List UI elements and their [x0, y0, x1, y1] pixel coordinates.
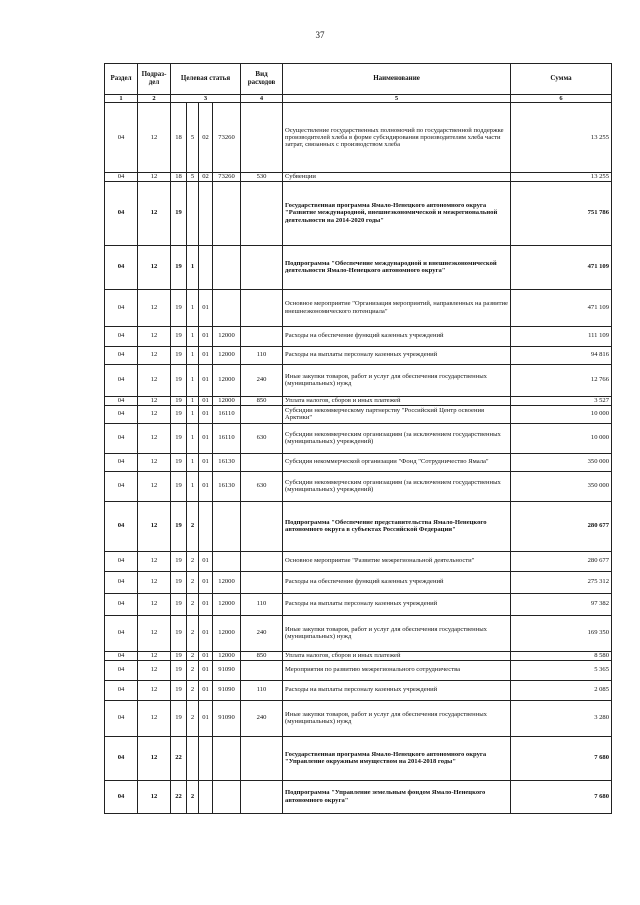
event-code-cell: 01: [199, 700, 213, 736]
direction-code-cell: 73260: [213, 173, 241, 181]
header-row: [105, 64, 612, 95]
name-cell: Иные закупки товаров, работ и услуг для обеспечения государственных (муниципальных) нужд: [283, 364, 511, 396]
event-code-cell: [199, 245, 213, 289]
subprogram-code-cell: 2: [187, 780, 199, 813]
direction-code-cell: 12000: [213, 364, 241, 396]
table-row: [105, 453, 612, 471]
program-code-cell: 19: [171, 453, 187, 471]
table-row: [105, 423, 612, 453]
table-row: [105, 471, 612, 501]
direction-code-cell: 12000: [213, 651, 241, 660]
program-code-cell: 19: [171, 700, 187, 736]
program-code-cell: 19: [171, 501, 187, 551]
name-cell: Подпрограмма "Управление земельным фондом Ямало-Ненецкого автономного округа": [283, 780, 511, 813]
table-row: [105, 346, 612, 364]
program-code-cell: 19: [171, 551, 187, 571]
name-cell: Государственная программа Ямало-Ненецкого автономного округа "Управление окружным имуществом на 2014-2018 годы": [283, 736, 511, 780]
event-code-cell: [199, 736, 213, 780]
razdel-cell: 04: [105, 396, 138, 405]
event-code-cell: 01: [199, 551, 213, 571]
table-row: [105, 181, 612, 245]
table-row: [105, 700, 612, 736]
direction-code-cell: 16110: [213, 423, 241, 453]
razdel-cell: 04: [105, 346, 138, 364]
direction-code-cell: [213, 736, 241, 780]
podrazdel-cell: 12: [138, 651, 171, 660]
razdel-cell: 04: [105, 326, 138, 346]
table-row: [105, 245, 612, 289]
sum-cell: 7 680: [511, 736, 612, 780]
name-cell: Иные закупки товаров, работ и услуг для обеспечения государственных (муниципальных) нужд: [283, 700, 511, 736]
program-code-cell: 19: [171, 245, 187, 289]
column-number: 4: [241, 95, 283, 103]
header-target-article: Целевая статья: [171, 64, 241, 95]
podrazdel-cell: 12: [138, 615, 171, 651]
subprogram-code-cell: 2: [187, 700, 199, 736]
sum-cell: 280 677: [511, 551, 612, 571]
sum-cell: 751 786: [511, 181, 612, 245]
direction-code-cell: 12000: [213, 571, 241, 593]
event-code-cell: 01: [199, 680, 213, 700]
sum-cell: 3 527: [511, 396, 612, 405]
event-code-cell: [199, 780, 213, 813]
name-cell: Подпрограмма "Обеспечение международной и внешнеэкономической деятельности Ямало-Ненецкого автономного округа": [283, 245, 511, 289]
name-cell: Расходы на обеспечение функций казенных учреждений: [283, 571, 511, 593]
subprogram-code-cell: 2: [187, 551, 199, 571]
name-cell: Основное мероприятие "Развитие межрегиональной деятельности": [283, 551, 511, 571]
expense-type-cell: [241, 736, 283, 780]
podrazdel-cell: 12: [138, 245, 171, 289]
podrazdel-cell: 12: [138, 680, 171, 700]
event-code-cell: 02: [199, 173, 213, 181]
direction-code-cell: 73260: [213, 103, 241, 173]
sum-cell: 350 000: [511, 471, 612, 501]
podrazdel-cell: 12: [138, 173, 171, 181]
podrazdel-cell: 12: [138, 501, 171, 551]
expense-type-cell: 630: [241, 423, 283, 453]
table-row: [105, 364, 612, 396]
table-row: [105, 780, 612, 813]
subprogram-code-cell: 5: [187, 103, 199, 173]
expense-type-cell: 110: [241, 593, 283, 615]
podrazdel-cell: 12: [138, 736, 171, 780]
podrazdel-cell: 12: [138, 103, 171, 173]
expense-type-cell: 240: [241, 700, 283, 736]
razdel-cell: 04: [105, 181, 138, 245]
program-code-cell: 19: [171, 615, 187, 651]
expense-type-cell: [241, 660, 283, 680]
event-code-cell: [199, 181, 213, 245]
event-code-cell: 01: [199, 571, 213, 593]
table-row: [105, 680, 612, 700]
sum-cell: 12 766: [511, 364, 612, 396]
event-code-cell: 01: [199, 326, 213, 346]
direction-code-cell: [213, 245, 241, 289]
program-code-cell: 19: [171, 346, 187, 364]
program-code-cell: 19: [171, 423, 187, 453]
razdel-cell: 04: [105, 593, 138, 615]
program-code-cell: 19: [171, 651, 187, 660]
program-code-cell: 19: [171, 364, 187, 396]
subprogram-code-cell: 2: [187, 680, 199, 700]
expense-type-cell: [241, 501, 283, 551]
column-number: 6: [511, 95, 612, 103]
table-row: [105, 571, 612, 593]
podrazdel-cell: 12: [138, 346, 171, 364]
podrazdel-cell: 12: [138, 423, 171, 453]
podrazdel-cell: 12: [138, 364, 171, 396]
expense-type-cell: [241, 103, 283, 173]
name-cell: Субсидии некоммерческому партнерству "Российский Центр освоения Арктики": [283, 405, 511, 423]
program-code-cell: 22: [171, 780, 187, 813]
table-row: [105, 660, 612, 680]
column-number: 5: [283, 95, 511, 103]
column-number-row: [105, 95, 612, 103]
table-row: [105, 593, 612, 615]
direction-code-cell: [213, 289, 241, 326]
subprogram-code-cell: [187, 736, 199, 780]
razdel-cell: 04: [105, 289, 138, 326]
page-number: 37: [315, 30, 325, 40]
subprogram-code-cell: 2: [187, 571, 199, 593]
razdel-cell: 04: [105, 173, 138, 181]
name-cell: Расходы на выплаты персоналу казенных учреждений: [283, 680, 511, 700]
sum-cell: 275 312: [511, 571, 612, 593]
direction-code-cell: 91090: [213, 680, 241, 700]
razdel-cell: 04: [105, 103, 138, 173]
sum-cell: 471 109: [511, 289, 612, 326]
expense-type-cell: [241, 405, 283, 423]
table-row: [105, 405, 612, 423]
direction-code-cell: [213, 780, 241, 813]
subprogram-code-cell: 1: [187, 364, 199, 396]
razdel-cell: 04: [105, 364, 138, 396]
table-row: [105, 326, 612, 346]
header-razdel: Раздел: [105, 64, 138, 95]
event-code-cell: 01: [199, 471, 213, 501]
expense-type-cell: 850: [241, 396, 283, 405]
program-code-cell: 19: [171, 405, 187, 423]
name-cell: Субсидии некоммерческим организациям (за исключением государственных (муниципальных) учреждений): [283, 471, 511, 501]
expense-type-cell: 850: [241, 651, 283, 660]
sum-cell: 169 350: [511, 615, 612, 651]
podrazdel-cell: 12: [138, 593, 171, 615]
sum-cell: 280 677: [511, 501, 612, 551]
razdel-cell: 04: [105, 660, 138, 680]
razdel-cell: 04: [105, 571, 138, 593]
expense-type-cell: [241, 289, 283, 326]
program-code-cell: 19: [171, 471, 187, 501]
podrazdel-cell: 12: [138, 289, 171, 326]
razdel-cell: 04: [105, 651, 138, 660]
subprogram-code-cell: 1: [187, 405, 199, 423]
sum-cell: 8 580: [511, 651, 612, 660]
event-code-cell: 02: [199, 103, 213, 173]
podrazdel-cell: 12: [138, 453, 171, 471]
program-code-cell: 19: [171, 181, 187, 245]
expense-type-cell: 240: [241, 364, 283, 396]
sum-cell: 97 382: [511, 593, 612, 615]
column-number: 2: [138, 95, 171, 103]
direction-code-cell: 91090: [213, 700, 241, 736]
program-code-cell: 19: [171, 680, 187, 700]
sum-cell: 13 255: [511, 103, 612, 173]
razdel-cell: 04: [105, 453, 138, 471]
sum-cell: 10 000: [511, 423, 612, 453]
name-cell: Субсидии некоммерческим организациям (за исключением государственных (муниципальных) учреждений): [283, 423, 511, 453]
sum-cell: 3 280: [511, 700, 612, 736]
header-name: Наименование: [283, 64, 511, 95]
subprogram-code-cell: 1: [187, 453, 199, 471]
name-cell: Уплата налогов, сборов и иных платежей: [283, 396, 511, 405]
direction-code-cell: 16130: [213, 453, 241, 471]
name-cell: Основное мероприятие "Организация мероприятий, направленных на развитие внешнеэкономического потенциала": [283, 289, 511, 326]
table-row: [105, 551, 612, 571]
program-code-cell: 19: [171, 326, 187, 346]
subprogram-code-cell: 2: [187, 593, 199, 615]
program-code-cell: 18: [171, 103, 187, 173]
podrazdel-cell: 12: [138, 571, 171, 593]
subprogram-code-cell: [187, 181, 199, 245]
podrazdel-cell: 12: [138, 471, 171, 501]
program-code-cell: 18: [171, 173, 187, 181]
subprogram-code-cell: 1: [187, 346, 199, 364]
expense-type-cell: 630: [241, 471, 283, 501]
event-code-cell: 01: [199, 423, 213, 453]
subprogram-code-cell: 2: [187, 615, 199, 651]
program-code-cell: 19: [171, 571, 187, 593]
event-code-cell: 01: [199, 364, 213, 396]
event-code-cell: 01: [199, 405, 213, 423]
event-code-cell: 01: [199, 289, 213, 326]
table-row: [105, 651, 612, 660]
expense-type-cell: [241, 245, 283, 289]
event-code-cell: 01: [199, 593, 213, 615]
column-number: 3: [171, 95, 241, 103]
direction-code-cell: [213, 501, 241, 551]
program-code-cell: 19: [171, 593, 187, 615]
table-row: [105, 615, 612, 651]
razdel-cell: 04: [105, 551, 138, 571]
sum-cell: 13 255: [511, 173, 612, 181]
event-code-cell: 01: [199, 615, 213, 651]
podrazdel-cell: 12: [138, 700, 171, 736]
name-cell: Расходы на выплаты персоналу казенных учреждений: [283, 346, 511, 364]
podrazdel-cell: 12: [138, 405, 171, 423]
subprogram-code-cell: 2: [187, 651, 199, 660]
direction-code-cell: 12000: [213, 396, 241, 405]
name-cell: Мероприятия по развитию межрегионального сотрудничества: [283, 660, 511, 680]
subprogram-code-cell: 1: [187, 245, 199, 289]
table-row: [105, 173, 612, 181]
name-cell: Осуществление государственных полномочий по государственной поддержке производителей хлеба в форме субсидирования производителям хлеба части затрат, связанных с производством хлеба: [283, 103, 511, 173]
budget-table: [104, 63, 612, 814]
subprogram-code-cell: 1: [187, 289, 199, 326]
podrazdel-cell: 12: [138, 326, 171, 346]
event-code-cell: 01: [199, 651, 213, 660]
razdel-cell: 04: [105, 245, 138, 289]
razdel-cell: 04: [105, 471, 138, 501]
name-cell: Субвенции: [283, 173, 511, 181]
event-code-cell: 01: [199, 453, 213, 471]
razdel-cell: 04: [105, 736, 138, 780]
name-cell: Подпрограмма "Обеспечение представительства Ямало-Ненецкого автономного округа в субъектах Российской Федерации": [283, 501, 511, 551]
sum-cell: 350 000: [511, 453, 612, 471]
name-cell: Расходы на выплаты персоналу казенных учреждений: [283, 593, 511, 615]
subprogram-code-cell: 5: [187, 173, 199, 181]
podrazdel-cell: 12: [138, 660, 171, 680]
expense-type-cell: [241, 326, 283, 346]
name-cell: Расходы на обеспечение функций казенных учреждений: [283, 326, 511, 346]
podrazdel-cell: 12: [138, 551, 171, 571]
header-podrazdel: Подраз-дел: [138, 64, 171, 95]
sum-cell: 111 109: [511, 326, 612, 346]
expense-type-cell: [241, 780, 283, 813]
podrazdel-cell: 12: [138, 181, 171, 245]
name-cell: Уплата налогов, сборов и иных платежей: [283, 651, 511, 660]
razdel-cell: 04: [105, 501, 138, 551]
razdel-cell: 04: [105, 615, 138, 651]
event-code-cell: [199, 501, 213, 551]
event-code-cell: 01: [199, 396, 213, 405]
direction-code-cell: 12000: [213, 346, 241, 364]
expense-type-cell: 240: [241, 615, 283, 651]
subprogram-code-cell: 1: [187, 396, 199, 405]
expense-type-cell: [241, 453, 283, 471]
direction-code-cell: 16130: [213, 471, 241, 501]
name-cell: Иные закупки товаров, работ и услуг для обеспечения государственных (муниципальных) нужд: [283, 615, 511, 651]
razdel-cell: 04: [105, 405, 138, 423]
header-expense-type: Вид расходов: [241, 64, 283, 95]
program-code-cell: 19: [171, 396, 187, 405]
event-code-cell: 01: [199, 346, 213, 364]
sum-cell: 471 109: [511, 245, 612, 289]
podrazdel-cell: 12: [138, 780, 171, 813]
name-cell: Государственная программа Ямало-Ненецкого автономного округа "Развитие международной, внешнеэкономической и межрегиональной деятельности на 2014-2020 годы": [283, 181, 511, 245]
razdel-cell: 04: [105, 780, 138, 813]
direction-code-cell: 12000: [213, 593, 241, 615]
expense-type-cell: 110: [241, 680, 283, 700]
direction-code-cell: 12000: [213, 326, 241, 346]
subprogram-code-cell: 2: [187, 501, 199, 551]
razdel-cell: 04: [105, 423, 138, 453]
subprogram-code-cell: 1: [187, 326, 199, 346]
sum-cell: 10 000: [511, 405, 612, 423]
sum-cell: 7 680: [511, 780, 612, 813]
sum-cell: 5 365: [511, 660, 612, 680]
podrazdel-cell: 12: [138, 396, 171, 405]
razdel-cell: 04: [105, 700, 138, 736]
table-row: [105, 736, 612, 780]
name-cell: Субсидия некоммерческой организации "Фонд "Сотрудничество Ямала": [283, 453, 511, 471]
direction-code-cell: 91090: [213, 660, 241, 680]
direction-code-cell: 12000: [213, 615, 241, 651]
direction-code-cell: [213, 551, 241, 571]
event-code-cell: 01: [199, 660, 213, 680]
program-code-cell: 22: [171, 736, 187, 780]
table-row: [105, 501, 612, 551]
razdel-cell: 04: [105, 680, 138, 700]
expense-type-cell: 110: [241, 346, 283, 364]
table-row: [105, 103, 612, 173]
expense-type-cell: [241, 551, 283, 571]
expense-type-cell: [241, 571, 283, 593]
direction-code-cell: [213, 181, 241, 245]
program-code-cell: 19: [171, 660, 187, 680]
expense-type-cell: 530: [241, 173, 283, 181]
subprogram-code-cell: 1: [187, 423, 199, 453]
direction-code-cell: 16110: [213, 405, 241, 423]
table-row: [105, 289, 612, 326]
sum-cell: 2 085: [511, 680, 612, 700]
table-body: [105, 103, 612, 813]
program-code-cell: 19: [171, 289, 187, 326]
subprogram-code-cell: 1: [187, 471, 199, 501]
column-number: 1: [105, 95, 138, 103]
subprogram-code-cell: 2: [187, 660, 199, 680]
expense-type-cell: [241, 181, 283, 245]
table-row: [105, 396, 612, 405]
sum-cell: 94 816: [511, 346, 612, 364]
header-sum: Сумма: [511, 64, 612, 95]
